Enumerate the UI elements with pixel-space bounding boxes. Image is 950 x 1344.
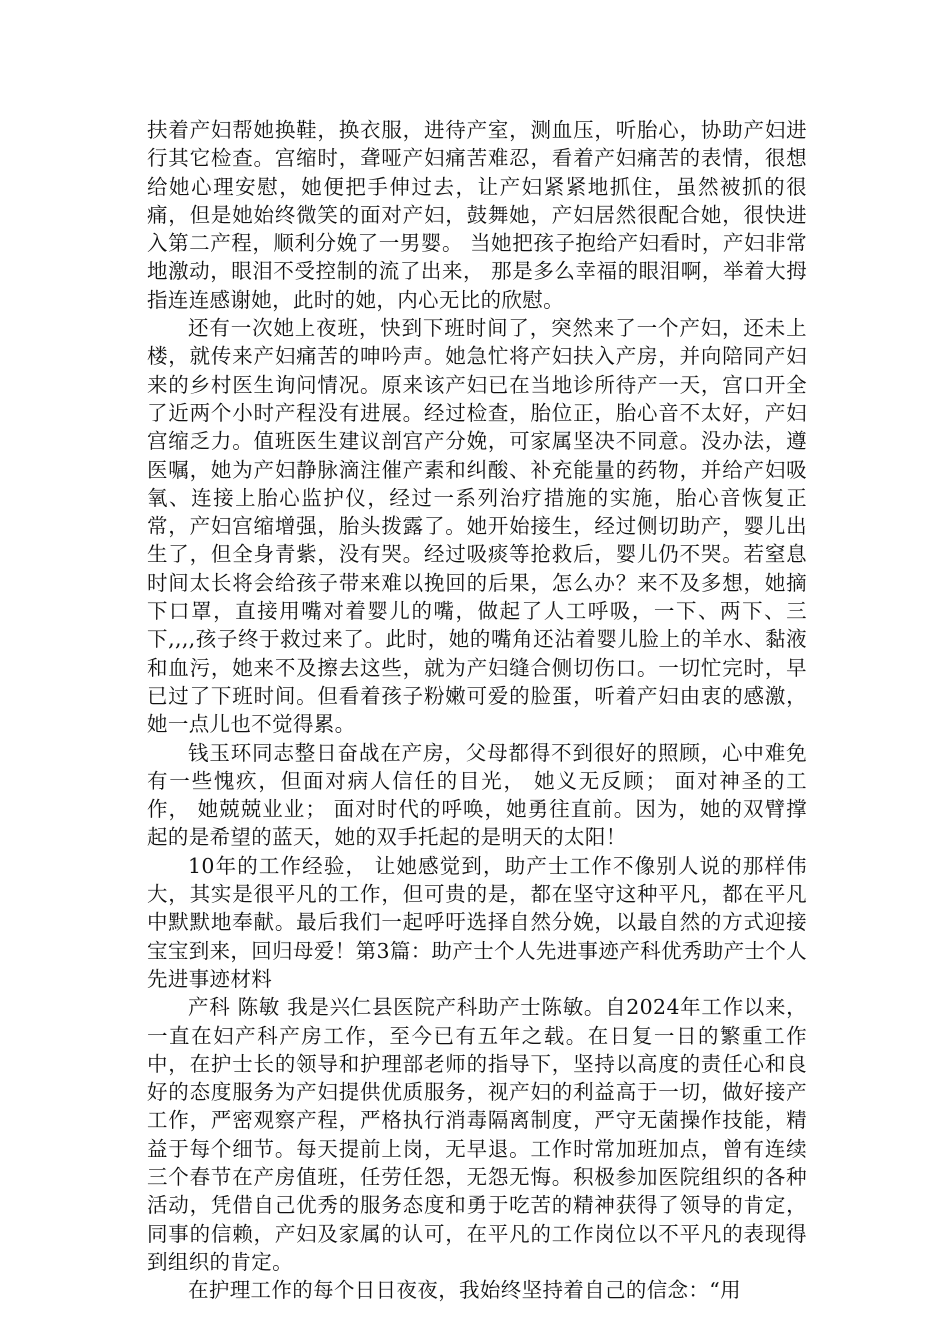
paragraph-experience: 10年的工作经验， 让她感觉到，助产士工作不像别人说的那样伟大，其实是很平凡的工作，但可贵的是，都在坚守这种平凡，都在平凡中默默地奉献。最后我们一起呼吁选择自然分娩，以最自然的方式迎接宝宝到来，回归母爱！第3篇：助产士个人先进事迹产科优秀助产士个人先进事迹材料 — [147, 853, 807, 991]
paragraph-dedication: 钱玉环同志整日奋战在产房，父母都得不到很好的照顾，心中难免有一些愧疚，但面对病人信任的目光， 她义无反顾； 面对神圣的工作， 她兢兢业业； 面对时代的呼唤，她勇往直前。因为，她的双臂撑起的是希望的蓝天，她的双手托起的是明天的太阳！ — [147, 740, 807, 850]
paragraph-night-shift: 还有一次她上夜班，快到下班时间了，突然来了一个产妇，还未上楼，就传来产妇痛苦的呻吟声。她急忙将产妇扶入产房，并向陪同产妇来的乡村医生询问情况。原来该产妇已在当地诊所待产一天，宫口开全了近两个小时产程没有进展。经过检查，胎位正，胎心音不太好，产妇宫缩乏力。值班医生建议剖宫产分娩，可家属坚决不同意。没办法，遵医嘱，她为产妇静脉滴注催产素和纠酸、补充能量的药物，并给产妇吸氧、连接上胎心监护仪，经过一系列治疗措施的实施，胎心音恢复正常，产妇宫缩增强，胎头拨露了。她开始接生，经过侧切助产，婴儿出生了，但全身青紫，没有哭。经过吸痰等抢救后，婴儿仍不哭。若窒息时间太长将会给孩子带来难以挽回的后果，怎么办？来不及多想，她摘下口罩，直接用嘴对着婴儿的嘴，做起了人工呼吸，一下、两下、三下,,,,孩子终于救过来了。此时，她的嘴角还沾着婴儿脸上的羊水、黏液和血污，她来不及擦去这些，就为产妇缝合侧切伤口。一切忙完时，早已过了下班时间。但看着孩子粉嫩可爱的脸蛋，听着产妇由衷的感激，她一点儿也不觉得累。 — [147, 316, 807, 737]
paragraph-delivery-assist: 扶着产妇帮她换鞋，换衣服，进待产室，测血压，听胎心，协助产妇进行其它检查。宫缩时，聋哑产妇痛苦难忍，看着产妇痛苦的表情，很想给她心理安慰，她便把手伸过去，让产妇紧紧地抓住，虽然被抓的很痛，但是她始终微笑的面对产妇，鼓舞她，产妇居然很配合她，很快进入第二产程，顺利分娩了一男婴。 当她把孩子抱给产妇看时，产妇非常地激动，眼泪不受控制的流了出来， 那是多么幸福的眼泪啊，举着大拇指连连感谢她，此时的她，内心无比的欣慰。 — [147, 118, 807, 312]
paragraph-chen-min: 产科 陈敏 我是兴仁县医院产科助产士陈敏。自2024年工作以来，一直在妇产科产房工作，至今已有五年之载。在日复一日的繁重工作中，在护士长的领导和护理部老师的指导下，坚持以高度的责任心和良好的态度服务为产妇提供优质服务，视产妇的利益高于一切，做好接产工作，严密观察产程，严格执行消毒隔离制度，严守无菌操作技能，精益于每个细节。每天提前上岗，无早退。工作时常加班加点，曾有连续三个春节在产房值班，任劳任怨，无怨无悔。积极参加医院组织的各种活动，凭借自己优秀的服务态度和勇于吃苦的精神获得了领导的肯定，同事的信赖，产妇及家属的认可，在平凡的工作岗位以不平凡的表现得到组织的肯定。 — [147, 995, 807, 1274]
document-page — [147, 116, 807, 1304]
paragraph-belief: 在护理工作的每个日日夜夜，我始终坚持着自己的信念：“用 — [188, 1278, 741, 1303]
